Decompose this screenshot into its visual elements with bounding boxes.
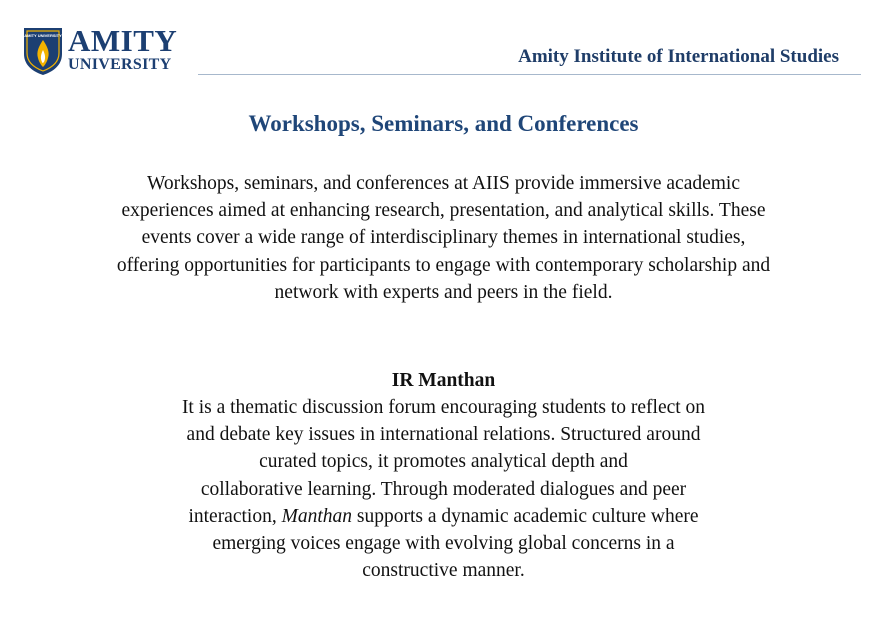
institute-name: Amity Institute of International Studies: [518, 46, 839, 67]
shield-caption: AMITY UNIVERSITY: [24, 33, 62, 38]
section-line: emerging voices engage with evolving global concerns in a: [212, 533, 675, 555]
section-line: curated topics, it promotes analytical depth and: [259, 451, 628, 473]
manthan-emphasis: Manthan: [281, 505, 353, 527]
section-line-part: interaction,: [188, 505, 282, 527]
section-line: collaborative learning. Through moderated dialogues and peer: [200, 478, 687, 500]
logo-brand-main: AMITY: [68, 23, 178, 58]
page-title: Workshops, Seminars, and Conferences: [248, 111, 639, 136]
header-divider: [198, 74, 861, 75]
section-paragraph: [112, 394, 775, 584]
section-line: It is a thematic discussion forum encouraging students to reflect on: [181, 397, 706, 418]
amity-shield-icon: [22, 26, 64, 76]
section-line-part: supports a dynamic academic culture where: [352, 505, 699, 527]
section-heading: IR Manthan: [391, 370, 496, 391]
logo-brand-sub: UNIVERSITY: [68, 56, 172, 73]
intro-paragraph: Workshops, seminars, and conferences at AIIS provide immersive academic experiences aimed at enhancing research, presentation, and analytical skills. These events cover a wide range of interdisciplinary themes in international studies, offering opportunities for participants to engage with contemporary scholarship and network with experts and peers in the field.: [116, 173, 771, 303]
section-line: constructive manner.: [362, 560, 525, 582]
logo-wordmark: [68, 23, 178, 74]
section-line: and debate key issues in international relations. Structured around: [186, 424, 701, 446]
amity-logo: [22, 23, 182, 78]
